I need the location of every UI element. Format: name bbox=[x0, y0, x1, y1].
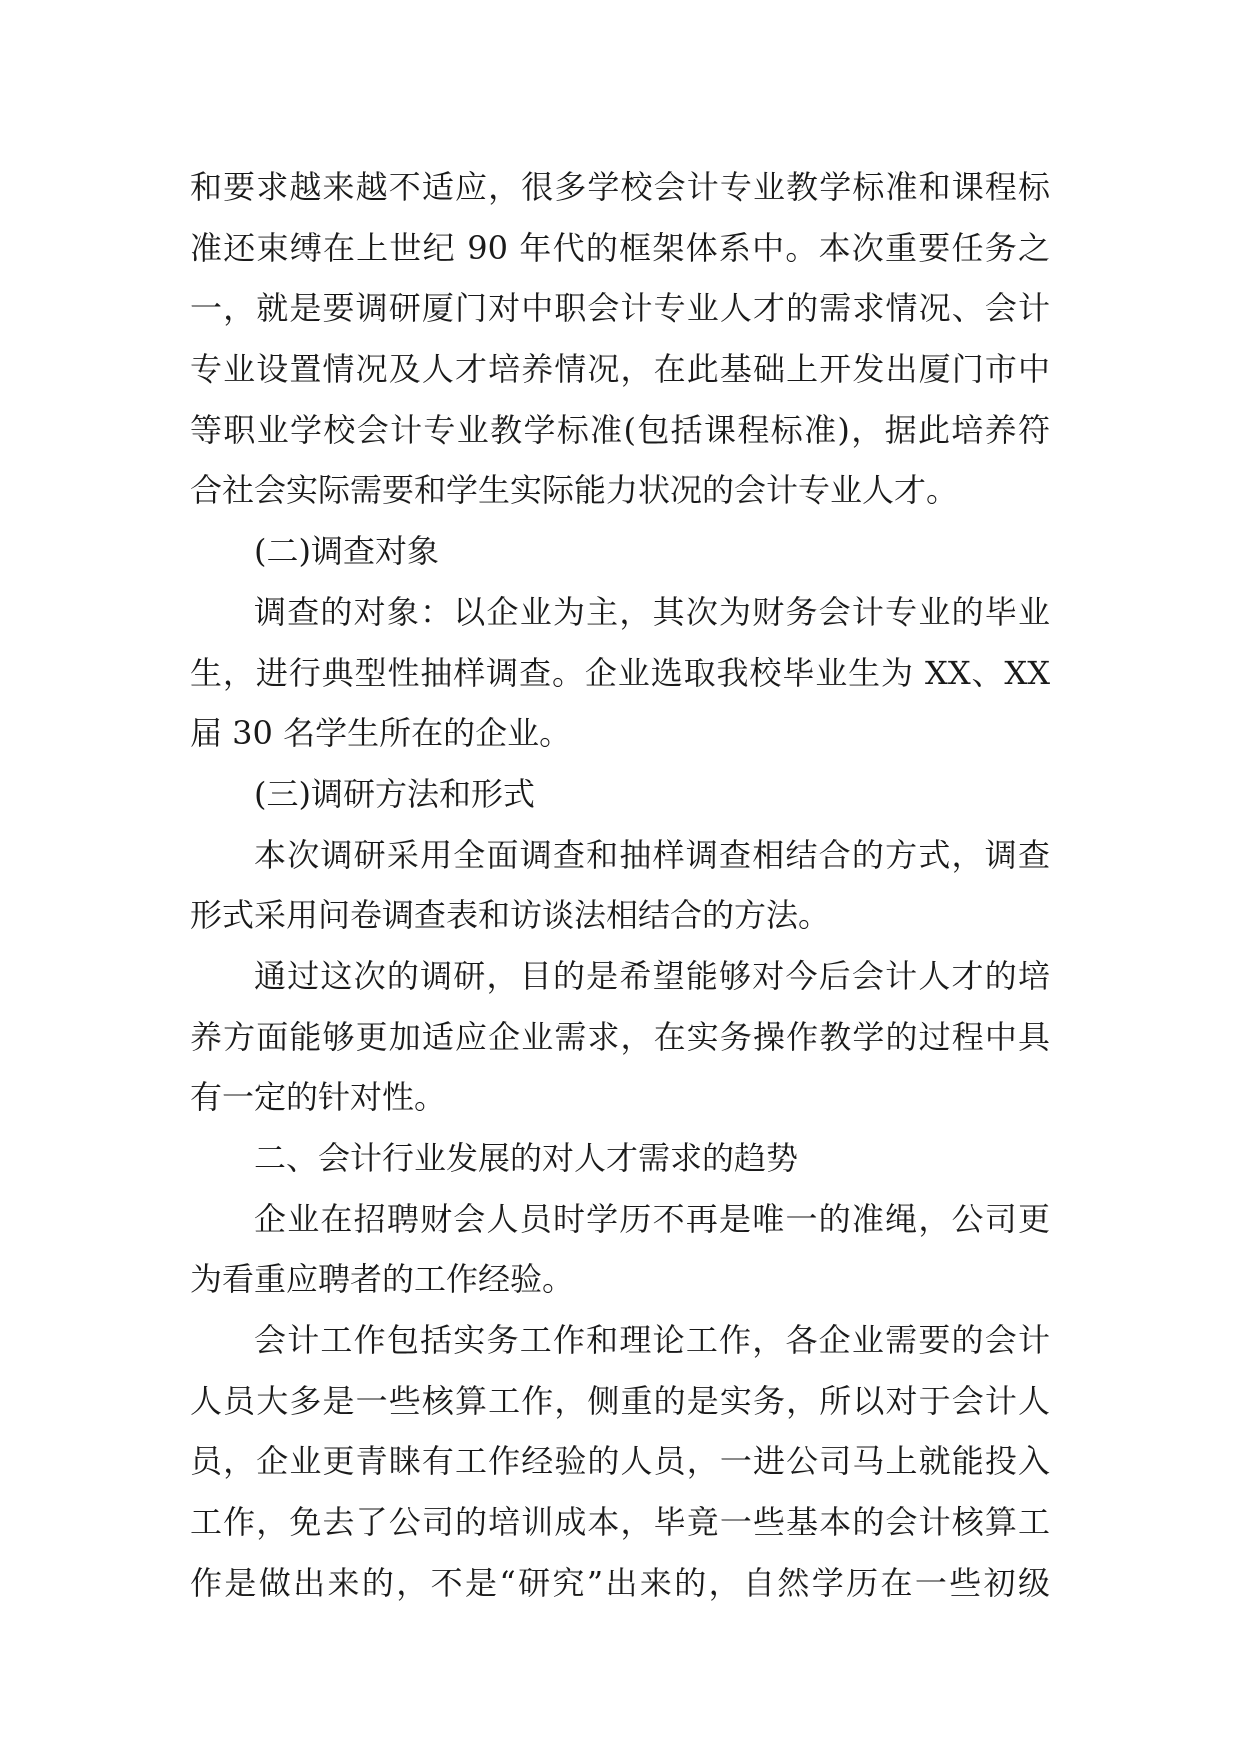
text-line: 有一定的针对性。 bbox=[190, 1078, 447, 1117]
text-line: 一，就是要调研厦门对中职会计专业人才的需求情况、会计 bbox=[190, 289, 1050, 328]
text-line: 生，进行典型性抽样调查。企业选取我校毕业生为 XX、XX bbox=[190, 653, 1050, 692]
text-line: 调查的对象：以企业为主，其次为财务会计专业的毕业 bbox=[254, 592, 1050, 631]
text-line: 通过这次的调研，目的是希望能够对今后会计人才的培 bbox=[254, 956, 1050, 995]
text-line: 准还束缚在上世纪 90 年代的框架体系中。本次重要任务之 bbox=[190, 228, 1050, 267]
text-line: 员，企业更青睐有工作经验的人员，一进公司马上就能投入 bbox=[190, 1442, 1050, 1481]
text-line: 人员大多是一些核算工作，侧重的是实务，所以对于会计人 bbox=[190, 1381, 1050, 1420]
text-line: (二)调查对象 bbox=[254, 532, 439, 571]
text-line: 作是做出来的，不是“研究”出来的，自然学历在一些初级 bbox=[190, 1563, 1050, 1602]
text-line: 届 30 名学生所在的企业。 bbox=[190, 714, 572, 753]
text-line: 养方面能够更加适应企业需求，在实务操作教学的过程中具 bbox=[190, 1017, 1050, 1056]
text-line: 形式采用问卷调查表和访谈法相结合的方法。 bbox=[190, 896, 831, 935]
text-line: 工作，免去了公司的培训成本，毕竟一些基本的会计核算工 bbox=[190, 1503, 1050, 1542]
text-line: 本次调研采用全面调查和抽样调查相结合的方式，调查 bbox=[254, 835, 1050, 874]
text-line: 会计工作包括实务工作和理论工作，各企业需要的会计 bbox=[254, 1321, 1050, 1360]
text-line: (三)调研方法和形式 bbox=[254, 774, 535, 813]
text-line: 合社会实际需要和学生实际能力状况的会计专业人才。 bbox=[190, 471, 959, 510]
text-line: 二、会计行业发展的对人才需求的趋势 bbox=[254, 1139, 799, 1177]
document-body bbox=[190, 157, 1050, 1614]
text-line: 企业在招聘财会人员时学历不再是唯一的准绳，公司更 bbox=[254, 1199, 1050, 1238]
text-line: 专业设置情况及人才培养情况，在此基础上开发出厦门市中 bbox=[190, 350, 1050, 389]
text-line: 等职业学校会计专业教学标准(包括课程标准)，据此培养符 bbox=[190, 410, 1050, 449]
text-line: 和要求越来越不适应，很多学校会计专业教学标准和课程标 bbox=[190, 168, 1050, 206]
text-line: 为看重应聘者的工作经验。 bbox=[190, 1260, 575, 1299]
